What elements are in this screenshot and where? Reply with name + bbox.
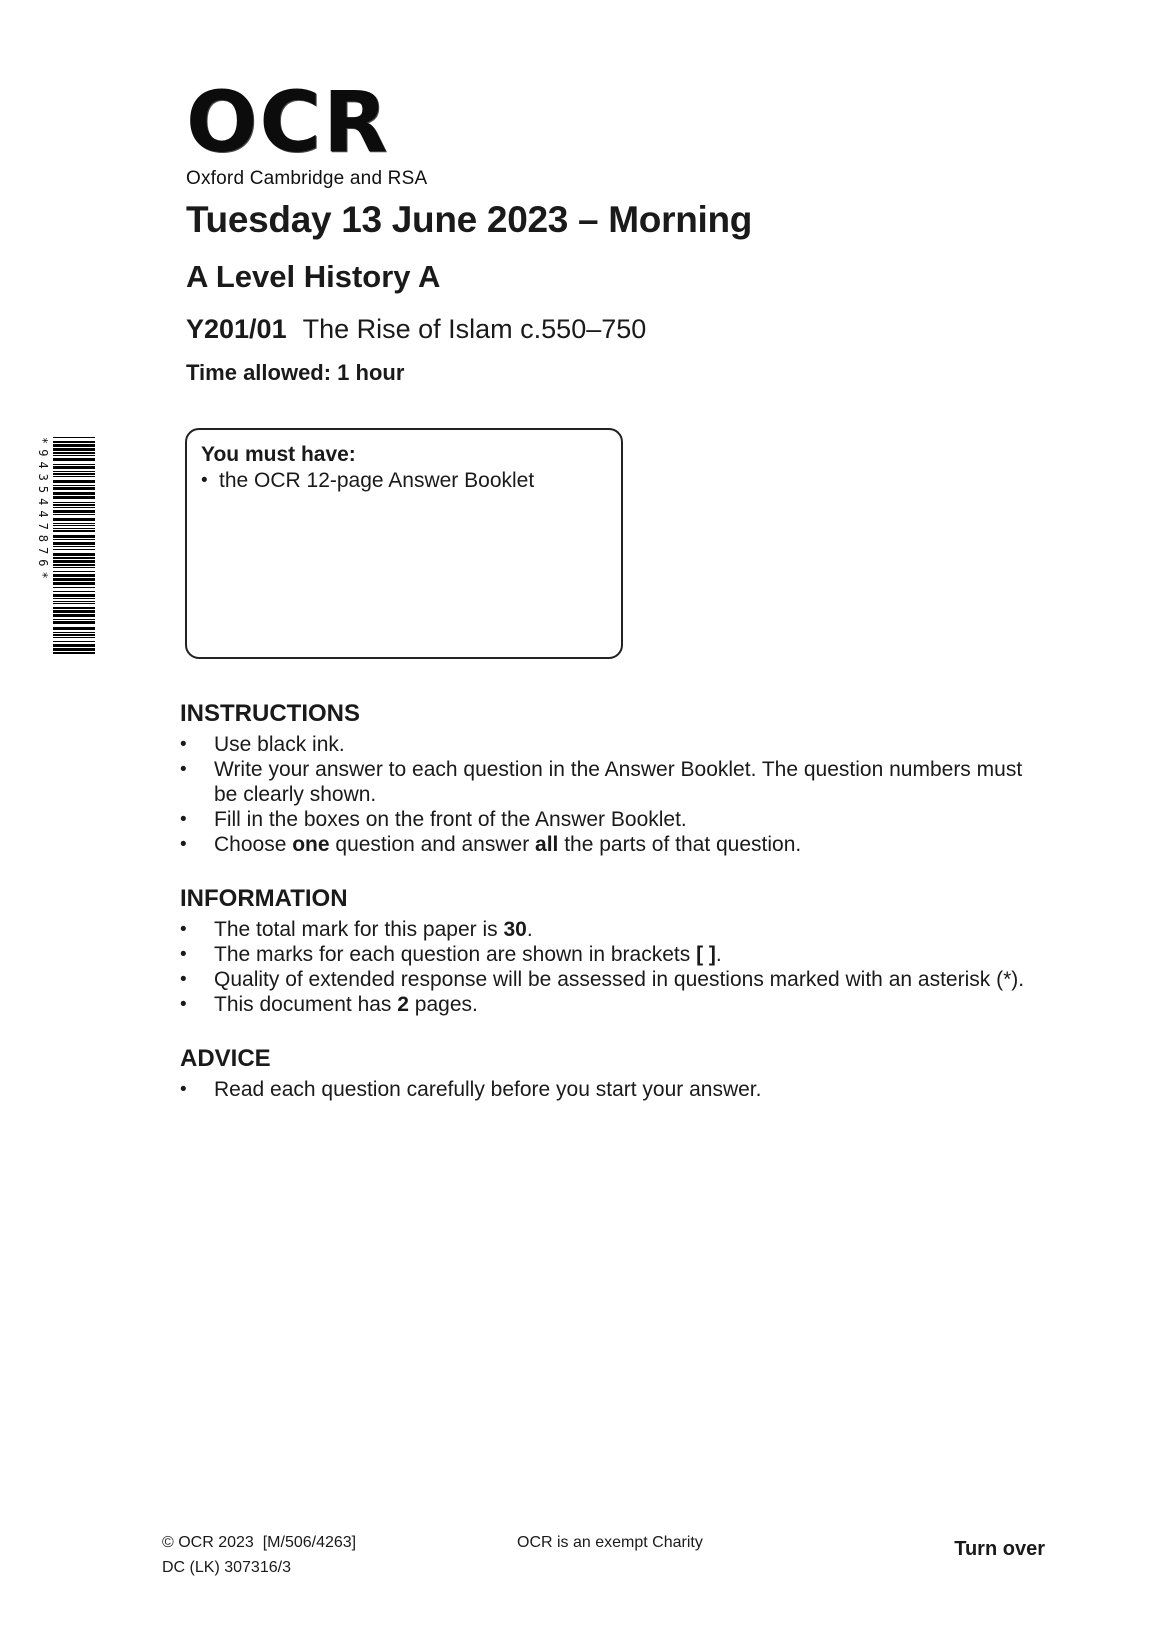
bullet-marker: • [180,994,187,1015]
bullet-text: Fill in the boxes on the front of the Answer Booklet. [214,808,687,831]
bullet-text: Quality of extended response will be assessed in questions marked with an asterisk (*). [214,968,1025,991]
bullet-item [180,732,1040,757]
bullet-text: Write your answer to each question in the Answer Booklet. The question numbers must be clearly shown. [214,758,1023,806]
bullet-marker: • [180,969,187,990]
must-have-heading: You must have: [201,443,356,466]
rubric-sections [180,700,1040,1130]
paper-title: The Rise of Islam c.550–750 [302,314,647,344]
bullet-marker: • [180,1079,187,1100]
bullet-marker: • [180,734,187,755]
bullet-item [180,992,1040,1017]
paper-code: Y201/01 [186,314,287,344]
bullet-marker: • [180,834,187,855]
bullet-item [180,757,1040,807]
section-bullet-list [180,732,1040,857]
bullet-item [180,1077,1040,1102]
bullet-marker: • [180,944,187,965]
bullet-text: The marks for each question are shown in brackets [ ]. [214,943,722,966]
must-have-box [185,428,623,659]
bullet-text: The total mark for this paper is 30. [214,918,533,941]
bullet-item [180,832,1040,857]
barcode-bars [53,437,95,654]
section-heading: ADVICE [180,1045,271,1072]
bullet-item [180,942,1040,967]
bullet-item [180,917,1040,942]
bullet-marker: • [201,470,208,491]
bullet-marker: • [180,919,187,940]
barcode-number: *9435447876* [36,437,50,584]
bullet-text: Use black ink. [214,733,345,756]
bullet-marker: • [180,759,187,780]
bullet-marker: • [180,809,187,830]
turn-over-label: Turn over [954,1538,1045,1560]
paper-line [186,316,646,343]
footer-dc-code: DC (LK) 307316/3 [162,1559,291,1576]
bullet-text: Read each question carefully before you start your answer. [214,1078,762,1101]
footer-charity: OCR is an exempt Charity [517,1534,703,1551]
barcode-bar [53,652,95,653]
bullet-item [180,967,1040,992]
ocr-logo-block [186,73,428,190]
logo-tagline: Oxford Cambridge and RSA [186,168,428,189]
bullet-item [180,807,1040,832]
must-have-item [201,468,607,494]
section-heading: INSTRUCTIONS [180,700,360,727]
ocr-logo: OCR [186,73,390,171]
exam-date-title: Tuesday 13 June 2023 – Morning [186,199,753,240]
time-allowed: Time allowed: 1 hour [186,360,405,385]
section-bullet-list [180,1077,1040,1102]
bullet-text: Choose one question and answer all the parts of that question. [214,833,802,856]
must-have-item-text: the OCR 12-page Answer Booklet [219,469,535,492]
qualification-title: A Level History A [186,259,441,294]
barcode [36,437,96,653]
section-heading: INFORMATION [180,885,348,912]
section-bullet-list [180,917,1040,1017]
bullet-text: This document has 2 pages. [214,993,478,1016]
footer-left [162,1530,356,1580]
footer-copyright: © OCR 2023 [M/506/4263] [162,1534,357,1551]
